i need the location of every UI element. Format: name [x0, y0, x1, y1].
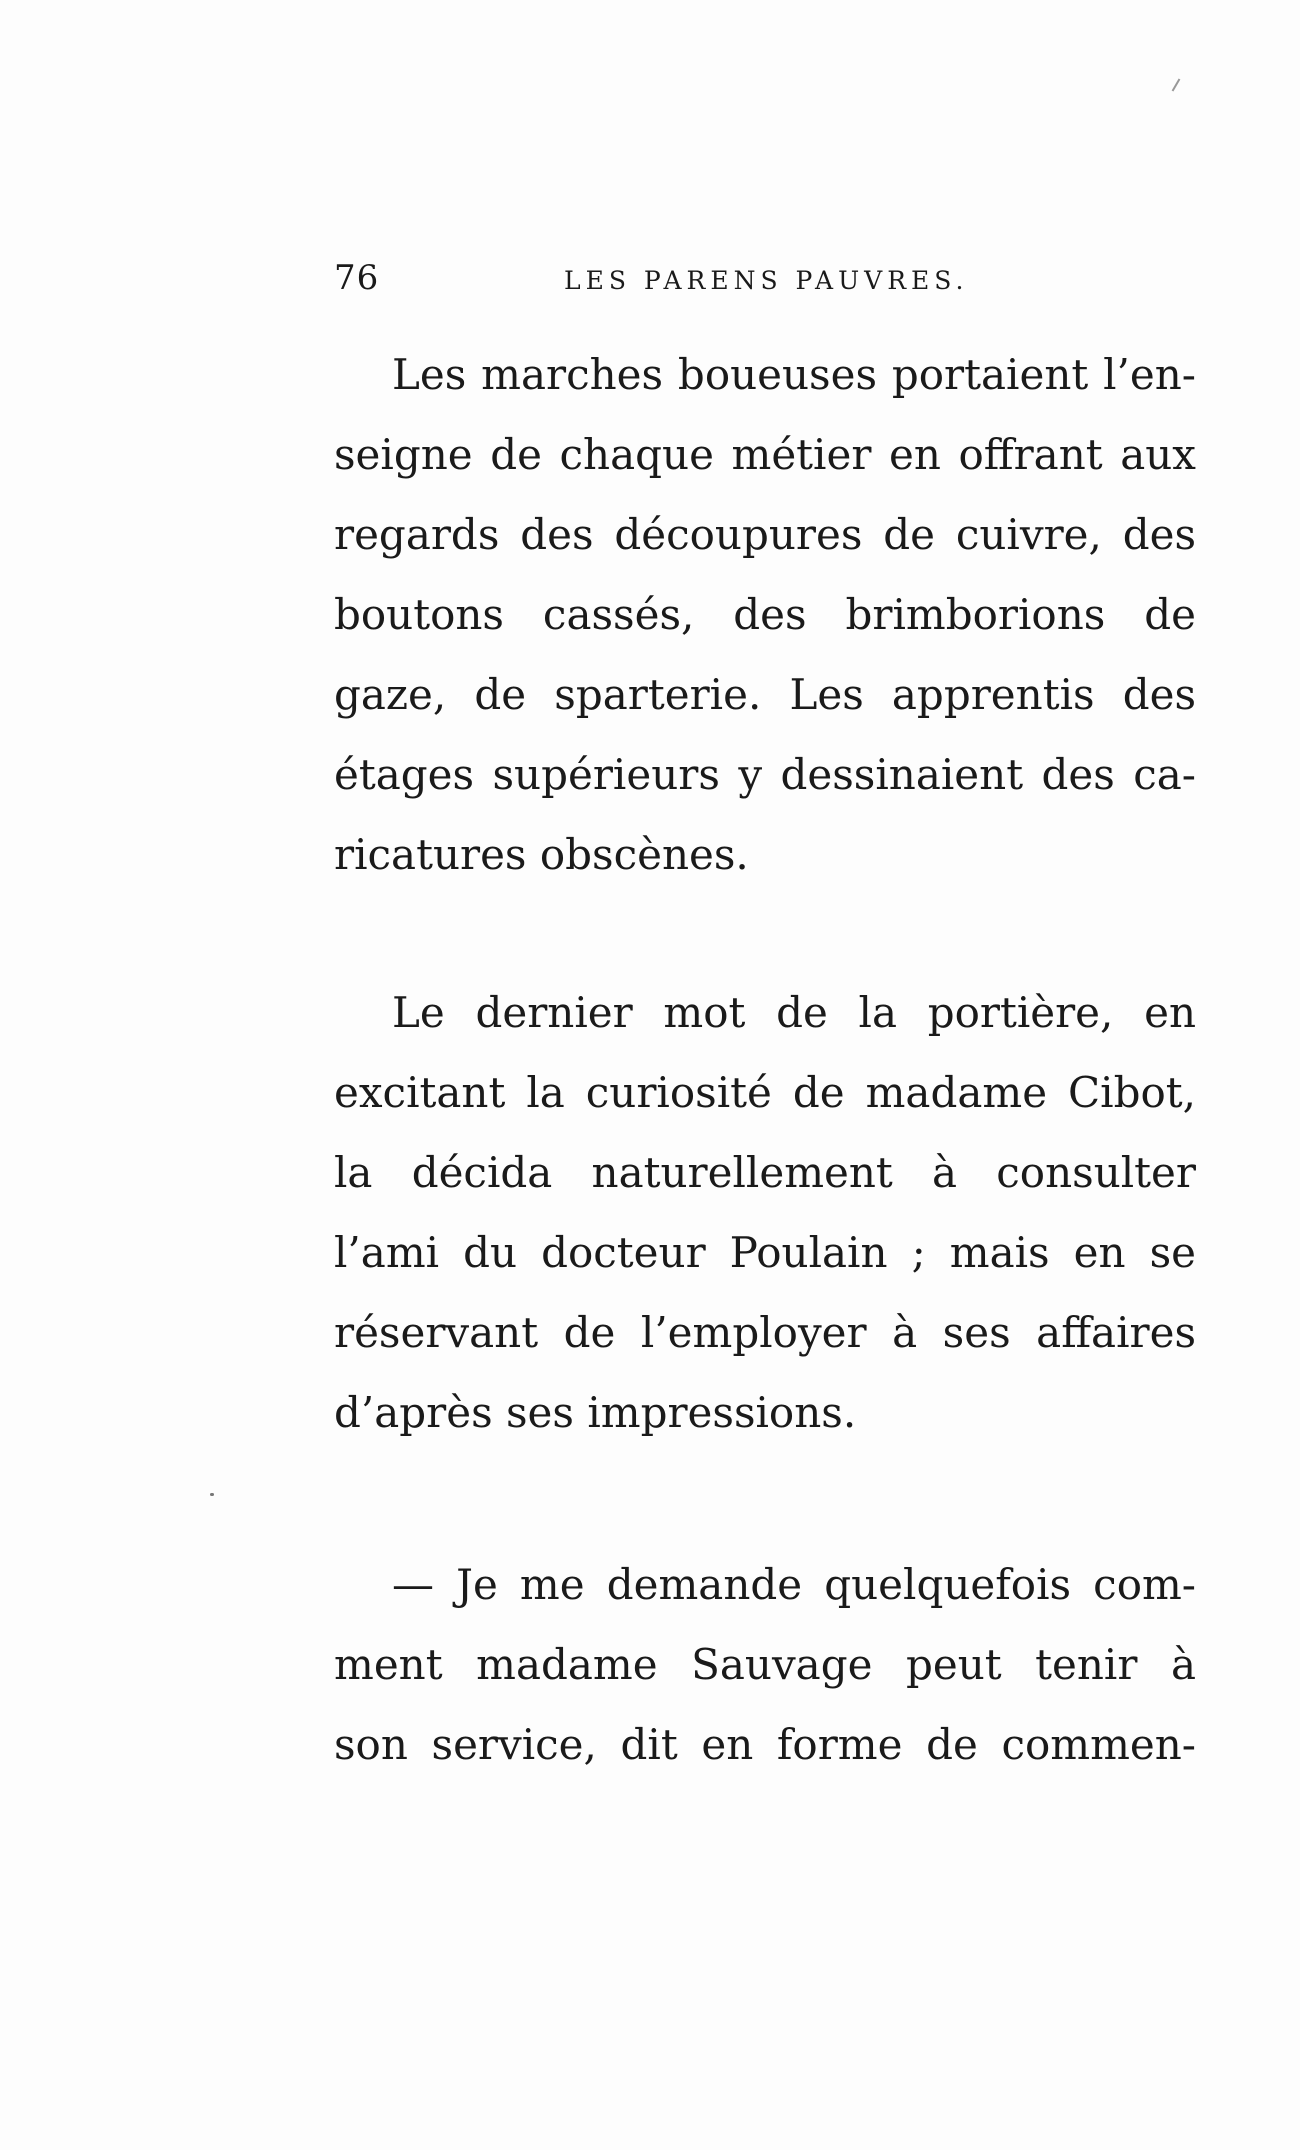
- paragraph: [334, 973, 1196, 1453]
- margin-mark: [1172, 78, 1181, 91]
- text-line: — Je me demande quelquefois com-: [392, 1560, 1196, 1609]
- text-line: excitant la curiosité de madame Cibot,: [334, 1068, 1196, 1117]
- text-line: ricatures obscènes.: [334, 830, 749, 879]
- page-speck: [210, 1493, 214, 1496]
- text-line: réservant de l’employer à ses affaires: [334, 1308, 1196, 1357]
- page-number: 76: [334, 258, 380, 298]
- text-line: seigne de chaque métier en offrant aux: [334, 430, 1196, 479]
- paragraph: [334, 335, 1196, 895]
- text-line: boutons cassés, des brimborions de: [334, 590, 1196, 639]
- text-line: regards des découpures de cuivre, des: [334, 510, 1196, 559]
- text-line: d’après ses impressions.: [334, 1388, 857, 1437]
- text-line: l’ami du docteur Poulain ; mais en se: [334, 1228, 1196, 1277]
- text-line: la décida naturellement à consulter: [334, 1148, 1196, 1197]
- running-title: LES PARENS PAUVRES.: [564, 266, 969, 295]
- text-line: gaze, de sparterie. Les apprentis des: [334, 670, 1196, 719]
- paragraph: [334, 1545, 1196, 1785]
- text-line: ment madame Sauvage peut tenir à: [334, 1640, 1196, 1689]
- running-head: [334, 258, 1204, 304]
- text-line: son service, dit en forme de commen-: [334, 1720, 1196, 1769]
- text-line: Les marches boueuses portaient l’en-: [392, 350, 1196, 399]
- text-line: étages supérieurs y dessinaient des ca-: [334, 750, 1196, 799]
- text-line: Le dernier mot de la portière, en: [392, 988, 1196, 1037]
